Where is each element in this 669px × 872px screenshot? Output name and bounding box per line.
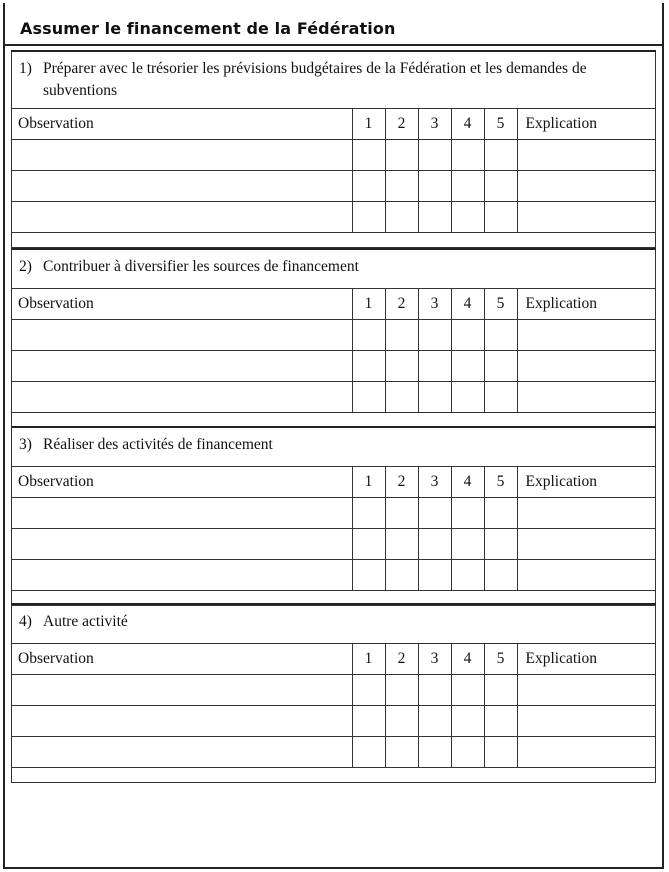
rating-cell[interactable] bbox=[451, 140, 484, 171]
rating-cell[interactable] bbox=[451, 529, 484, 560]
rating-header-3: 3 bbox=[418, 289, 451, 320]
rating-cell[interactable] bbox=[385, 202, 418, 233]
evaluation-table bbox=[12, 466, 655, 591]
rating-header-2: 2 bbox=[385, 289, 418, 320]
section-number: 3) bbox=[19, 436, 32, 453]
rating-cell[interactable] bbox=[484, 171, 517, 202]
explication-cell[interactable] bbox=[517, 320, 655, 351]
observation-header: Observation bbox=[12, 644, 352, 675]
rating-cell[interactable] bbox=[418, 320, 451, 351]
explication-header: Explication bbox=[517, 109, 655, 140]
rating-cell[interactable] bbox=[451, 498, 484, 529]
rating-cell[interactable] bbox=[484, 706, 517, 737]
table-row bbox=[12, 706, 655, 737]
section-4 bbox=[11, 603, 656, 783]
observation-header: Observation bbox=[12, 289, 352, 320]
rating-cell[interactable] bbox=[451, 171, 484, 202]
rating-header-1: 1 bbox=[352, 644, 385, 675]
section-title: Contribuer à diversifier les sources de financement bbox=[43, 258, 359, 275]
rating-cell[interactable] bbox=[418, 382, 451, 413]
rating-cell[interactable] bbox=[352, 560, 385, 591]
rating-cell[interactable] bbox=[385, 560, 418, 591]
header-row bbox=[12, 109, 655, 140]
rating-cell[interactable] bbox=[451, 560, 484, 591]
rating-cell[interactable] bbox=[451, 737, 484, 768]
rating-header-3: 3 bbox=[418, 109, 451, 140]
section-number: 4) bbox=[19, 613, 32, 630]
section-title: Réaliser des activités de financement bbox=[43, 436, 273, 453]
rating-cell[interactable] bbox=[484, 737, 517, 768]
rating-header-2: 2 bbox=[385, 109, 418, 140]
observation-cell[interactable] bbox=[12, 382, 352, 413]
rating-cell[interactable] bbox=[352, 351, 385, 382]
explication-header: Explication bbox=[517, 644, 655, 675]
rating-header-4: 4 bbox=[451, 109, 484, 140]
table-row bbox=[12, 498, 655, 529]
rating-cell[interactable] bbox=[352, 529, 385, 560]
rating-cell[interactable] bbox=[451, 675, 484, 706]
rating-cell[interactable] bbox=[418, 351, 451, 382]
observation-cell[interactable] bbox=[12, 140, 352, 171]
rating-header-5: 5 bbox=[484, 467, 517, 498]
rating-cell[interactable] bbox=[418, 529, 451, 560]
section-footer-strip bbox=[12, 233, 655, 247]
section-heading bbox=[12, 428, 655, 466]
rating-cell[interactable] bbox=[385, 706, 418, 737]
evaluation-table bbox=[12, 643, 655, 768]
section-footer-strip bbox=[12, 768, 655, 782]
rating-cell[interactable] bbox=[385, 320, 418, 351]
observation-header: Observation bbox=[12, 467, 352, 498]
explication-cell[interactable] bbox=[517, 382, 655, 413]
rating-header-2: 2 bbox=[385, 467, 418, 498]
explication-header: Explication bbox=[517, 289, 655, 320]
rating-cell[interactable] bbox=[484, 320, 517, 351]
rating-cell[interactable] bbox=[418, 675, 451, 706]
observation-cell[interactable] bbox=[12, 529, 352, 560]
table-row bbox=[12, 202, 655, 233]
explication-header: Explication bbox=[517, 467, 655, 498]
section-3 bbox=[11, 426, 656, 606]
section-1 bbox=[11, 50, 656, 248]
header-row bbox=[12, 644, 655, 675]
explication-cell[interactable] bbox=[517, 675, 655, 706]
rating-cell[interactable] bbox=[352, 737, 385, 768]
rating-cell[interactable] bbox=[352, 171, 385, 202]
rating-cell[interactable] bbox=[352, 382, 385, 413]
rating-cell[interactable] bbox=[385, 382, 418, 413]
section-number: 2) bbox=[19, 258, 32, 275]
rating-header-5: 5 bbox=[484, 644, 517, 675]
rating-cell[interactable] bbox=[484, 140, 517, 171]
observation-cell[interactable] bbox=[12, 320, 352, 351]
rating-header-1: 1 bbox=[352, 289, 385, 320]
explication-cell[interactable] bbox=[517, 560, 655, 591]
rating-cell[interactable] bbox=[418, 171, 451, 202]
explication-cell[interactable] bbox=[517, 171, 655, 202]
rating-cell[interactable] bbox=[418, 140, 451, 171]
observation-cell[interactable] bbox=[12, 498, 352, 529]
table-row bbox=[12, 675, 655, 706]
evaluation-table bbox=[12, 108, 655, 233]
rating-cell[interactable] bbox=[451, 706, 484, 737]
rating-cell[interactable] bbox=[418, 202, 451, 233]
observation-cell[interactable] bbox=[12, 202, 352, 233]
rating-header-1: 1 bbox=[352, 109, 385, 140]
section-heading bbox=[12, 605, 655, 643]
header-row bbox=[12, 467, 655, 498]
rating-cell[interactable] bbox=[385, 675, 418, 706]
rating-cell[interactable] bbox=[352, 320, 385, 351]
rating-header-2: 2 bbox=[385, 644, 418, 675]
rating-cell[interactable] bbox=[385, 171, 418, 202]
section-title: Préparer avec le trésorier les prévisions budgétaires de la Fédération et les demandes de subventions bbox=[43, 60, 587, 99]
table-row bbox=[12, 140, 655, 171]
header-row bbox=[12, 289, 655, 320]
rating-cell[interactable] bbox=[484, 529, 517, 560]
rating-cell[interactable] bbox=[418, 706, 451, 737]
observation-cell[interactable] bbox=[12, 351, 352, 382]
rating-header-3: 3 bbox=[418, 467, 451, 498]
rating-cell[interactable] bbox=[352, 202, 385, 233]
table-row bbox=[12, 560, 655, 591]
explication-cell[interactable] bbox=[517, 202, 655, 233]
table-row bbox=[12, 351, 655, 382]
rating-cell[interactable] bbox=[484, 351, 517, 382]
section-number: 1) bbox=[19, 60, 32, 77]
rating-cell[interactable] bbox=[418, 498, 451, 529]
rating-cell[interactable] bbox=[484, 498, 517, 529]
rating-header-4: 4 bbox=[451, 289, 484, 320]
rating-header-5: 5 bbox=[484, 109, 517, 140]
rating-cell[interactable] bbox=[352, 675, 385, 706]
rating-cell[interactable] bbox=[451, 202, 484, 233]
title-divider bbox=[3, 44, 662, 46]
rating-cell[interactable] bbox=[385, 351, 418, 382]
observation-cell[interactable] bbox=[12, 675, 352, 706]
rating-header-5: 5 bbox=[484, 289, 517, 320]
table-row bbox=[12, 529, 655, 560]
rating-cell[interactable] bbox=[484, 560, 517, 591]
explication-cell[interactable] bbox=[517, 529, 655, 560]
rating-cell[interactable] bbox=[385, 498, 418, 529]
rating-cell[interactable] bbox=[385, 140, 418, 171]
section-title: Autre activité bbox=[43, 613, 128, 630]
table-row bbox=[12, 320, 655, 351]
rating-cell[interactable] bbox=[451, 382, 484, 413]
rating-cell[interactable] bbox=[451, 351, 484, 382]
observation-cell[interactable] bbox=[12, 737, 352, 768]
rating-header-4: 4 bbox=[451, 467, 484, 498]
rating-cell[interactable] bbox=[385, 737, 418, 768]
rating-header-4: 4 bbox=[451, 644, 484, 675]
explication-cell[interactable] bbox=[517, 737, 655, 768]
section-2 bbox=[11, 248, 656, 428]
table-row bbox=[12, 171, 655, 202]
observation-header: Observation bbox=[12, 109, 352, 140]
section-heading bbox=[12, 52, 655, 108]
table-row bbox=[12, 382, 655, 413]
rating-cell[interactable] bbox=[352, 498, 385, 529]
evaluation-table bbox=[12, 288, 655, 413]
explication-cell[interactable] bbox=[517, 498, 655, 529]
explication-cell[interactable] bbox=[517, 351, 655, 382]
section-heading bbox=[12, 250, 655, 288]
rating-cell[interactable] bbox=[385, 529, 418, 560]
explication-cell[interactable] bbox=[517, 706, 655, 737]
rating-cell[interactable] bbox=[484, 382, 517, 413]
rating-cell[interactable] bbox=[451, 320, 484, 351]
rating-cell[interactable] bbox=[418, 737, 451, 768]
page-title: Assumer le financement de la Fédération bbox=[20, 19, 396, 38]
rating-cell[interactable] bbox=[352, 706, 385, 737]
observation-cell[interactable] bbox=[12, 171, 352, 202]
rating-header-1: 1 bbox=[352, 467, 385, 498]
observation-cell[interactable] bbox=[12, 706, 352, 737]
rating-cell[interactable] bbox=[418, 560, 451, 591]
rating-cell[interactable] bbox=[484, 202, 517, 233]
rating-cell[interactable] bbox=[484, 675, 517, 706]
section-footer-strip bbox=[12, 413, 655, 427]
explication-cell[interactable] bbox=[517, 140, 655, 171]
observation-cell[interactable] bbox=[12, 560, 352, 591]
rating-header-3: 3 bbox=[418, 644, 451, 675]
rating-cell[interactable] bbox=[352, 140, 385, 171]
table-row bbox=[12, 737, 655, 768]
